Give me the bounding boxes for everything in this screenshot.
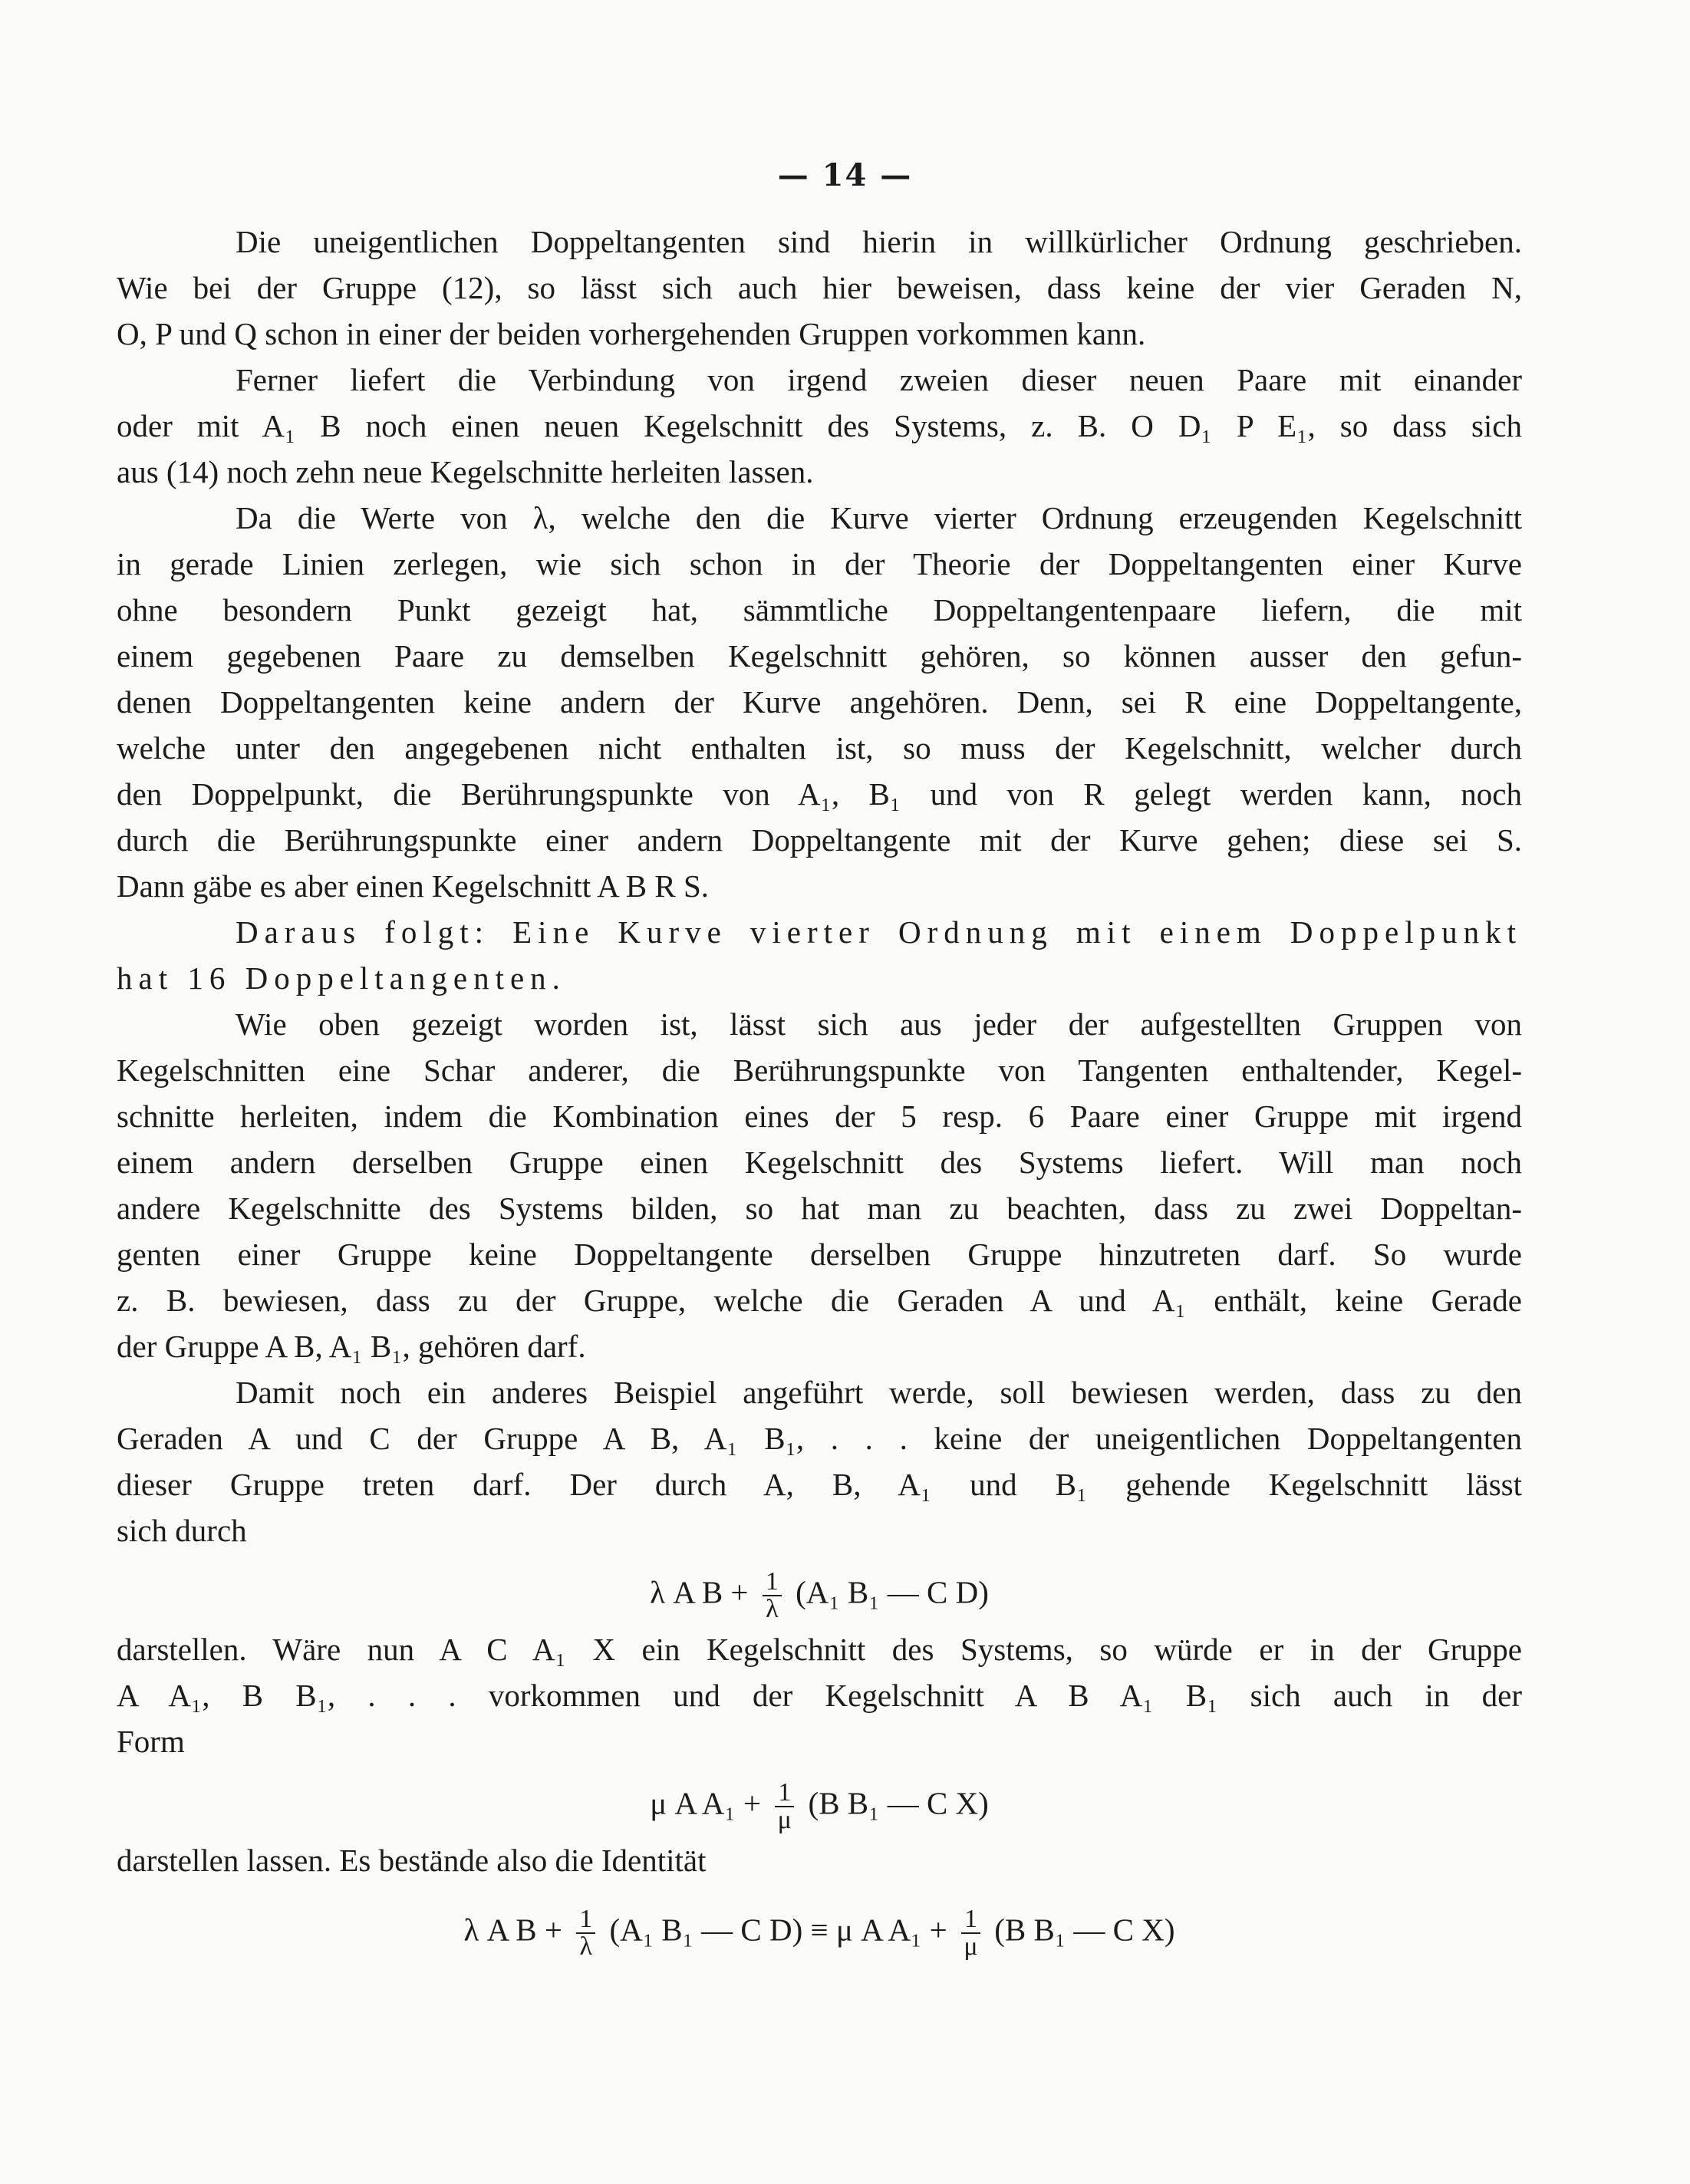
text-line: den Doppelpunkt, die Berührungspunkte von A₁, B₁ und von R gelegt werden kann, noch: [117, 776, 1522, 812]
text-line: darstellen lassen. Es bestände also die Identität: [117, 1843, 707, 1878]
fraction-numerator: 1: [961, 1906, 980, 1934]
fraction: [961, 1906, 980, 1960]
text-line: denen Doppeltangenten keine andern der Kurve angehören. Denn, sei R eine Doppeltangente,: [117, 684, 1522, 720]
theorem-line: hat 16 Doppeltangenten.: [117, 960, 566, 996]
text-line: Die uneigentlichen Doppeltangenten sind hierin in willkürlicher Ordnung geschrieben.: [236, 224, 1522, 259]
text-line: Wie oben gezeigt worden ist, lässt sich aus jeder der aufgestellten Gruppen von: [236, 1006, 1522, 1042]
text-line: sich durch: [117, 1513, 247, 1548]
text-line: durch die Berührungspunkte einer andern Doppeltangente mit der Kurve gehen; diese sei S.: [117, 822, 1522, 858]
fraction-numerator: 1: [775, 1780, 794, 1807]
fraction: [775, 1780, 794, 1833]
text-line: aus (14) noch zehn neue Kegelschnitte herleiten lassen.: [117, 454, 814, 489]
fraction-denominator: λ: [766, 1595, 779, 1623]
page-number: — 14 —: [777, 157, 913, 193]
text-line: Kegelschnitten eine Schar anderer, die Berührungspunkte von Tangenten enthaltender, Kegel-: [117, 1052, 1522, 1088]
text-line: Damit noch ein anderes Beispiel angeführt werde, soll bewiesen werden, dass zu den: [236, 1375, 1522, 1410]
text-line: darstellen. Wäre nun A C A₁ X ein Kegelschnitt des Systems, so würde er in der Gruppe: [117, 1632, 1522, 1667]
text-line: der Gruppe A B, A₁ B₁, gehören darf.: [117, 1329, 586, 1364]
text-line: andere Kegelschnitte des Systems bilden, so hat man zu beachten, dass zu zwei Doppeltan-: [117, 1191, 1522, 1226]
fraction-denominator: μ: [777, 1806, 792, 1834]
eq-term: μ A A₁ +: [650, 1785, 762, 1821]
text-line: einem andern derselben Gruppe einen Kegelschnitt des Systems liefert. Will man noch: [117, 1145, 1522, 1180]
fraction-numerator: 1: [763, 1569, 782, 1596]
eq-term: (B B₁ — C X): [994, 1912, 1175, 1948]
identity-equation: [117, 1883, 1522, 1961]
text-line: dieser Gruppe treten darf. Der durch A, B, A₁ und B₁ gehende Kegelschnitt lässt: [117, 1467, 1522, 1502]
text-line: Wie bei der Gruppe (12), so lässt sich auch hier beweisen, dass keine der vier Geraden N,: [117, 270, 1522, 305]
text-line: schnitte herleiten, indem die Kombination eines der 5 resp. 6 Paare einer Gruppe mit irgend: [117, 1099, 1522, 1134]
eq-term: (B B₁ — C X): [808, 1785, 989, 1821]
text-line: genten einer Gruppe keine Doppeltangente derselben Gruppe hinzutreten darf. So wurde: [117, 1237, 1522, 1272]
text-line: Da die Werte von λ, welche den die Kurve vierter Ordnung erzeugenden Kegelschnitt: [236, 500, 1522, 535]
text-line: Geraden A und C der Gruppe A B, A₁ B₁, . . . keine der uneigentlichen Doppeltangenten: [117, 1421, 1522, 1456]
text-line: Ferner liefert die Verbindung von irgend zweien dieser neuen Paare mit einander: [236, 362, 1522, 397]
text-line: welche unter den angegebenen nicht enthalten ist, so muss der Kegelschnitt, welcher durch: [117, 730, 1522, 766]
eq-term: λ A B +: [650, 1574, 749, 1610]
fraction-denominator: μ: [964, 1932, 978, 1961]
eq-term: λ A B +: [463, 1912, 562, 1948]
text-line: einem gegebenen Paare zu demselben Kegelschnitt gehören, so können ausser den gefun-: [117, 638, 1522, 674]
text-line: Dann gäbe es aber einen Kegelschnitt A B R S.: [117, 868, 709, 904]
text-line: oder mit A₁ B noch einen neuen Kegelschnitt des Systems, z. B. O D₁ P E₁, so dass sich: [117, 408, 1522, 443]
text-line: in gerade Linien zerlegen, wie sich schon in der Theorie der Doppeltangenten einer Kurve: [117, 546, 1522, 581]
equation-2: [117, 1764, 1522, 1837]
text-line: z. B. bewiesen, dass zu der Gruppe, welche die Geraden A und A₁ enthält, keine Gerade: [117, 1283, 1522, 1318]
text-line: Form: [117, 1724, 185, 1759]
theorem-line: Daraus folgt: Eine Kurve vierter Ordnung mit einem Doppelpunkt: [236, 914, 1522, 950]
eq-term: (A₁ B₁ — C D) ≡ μ A A₁ +: [609, 1912, 947, 1948]
text-line: A A₁, B B₁, . . . vorkommen und der Kegelschnitt A B A₁ B₁ sich auch in der: [117, 1678, 1522, 1713]
fraction: [763, 1569, 782, 1622]
fraction: [576, 1906, 595, 1960]
text-line: ohne besondern Punkt gezeigt hat, sämmtliche Doppeltangentenpaare liefern, die mit: [117, 592, 1522, 628]
equation-1: [117, 1553, 1522, 1626]
fraction-denominator: λ: [579, 1932, 592, 1961]
fraction-numerator: 1: [576, 1906, 595, 1934]
text-line: O, P und Q schon in einer der beiden vorhergehenden Gruppen vorkommen kann.: [117, 316, 1146, 351]
body-text: [117, 219, 1522, 1961]
eq-term: (A₁ B₁ — C D): [796, 1574, 989, 1610]
